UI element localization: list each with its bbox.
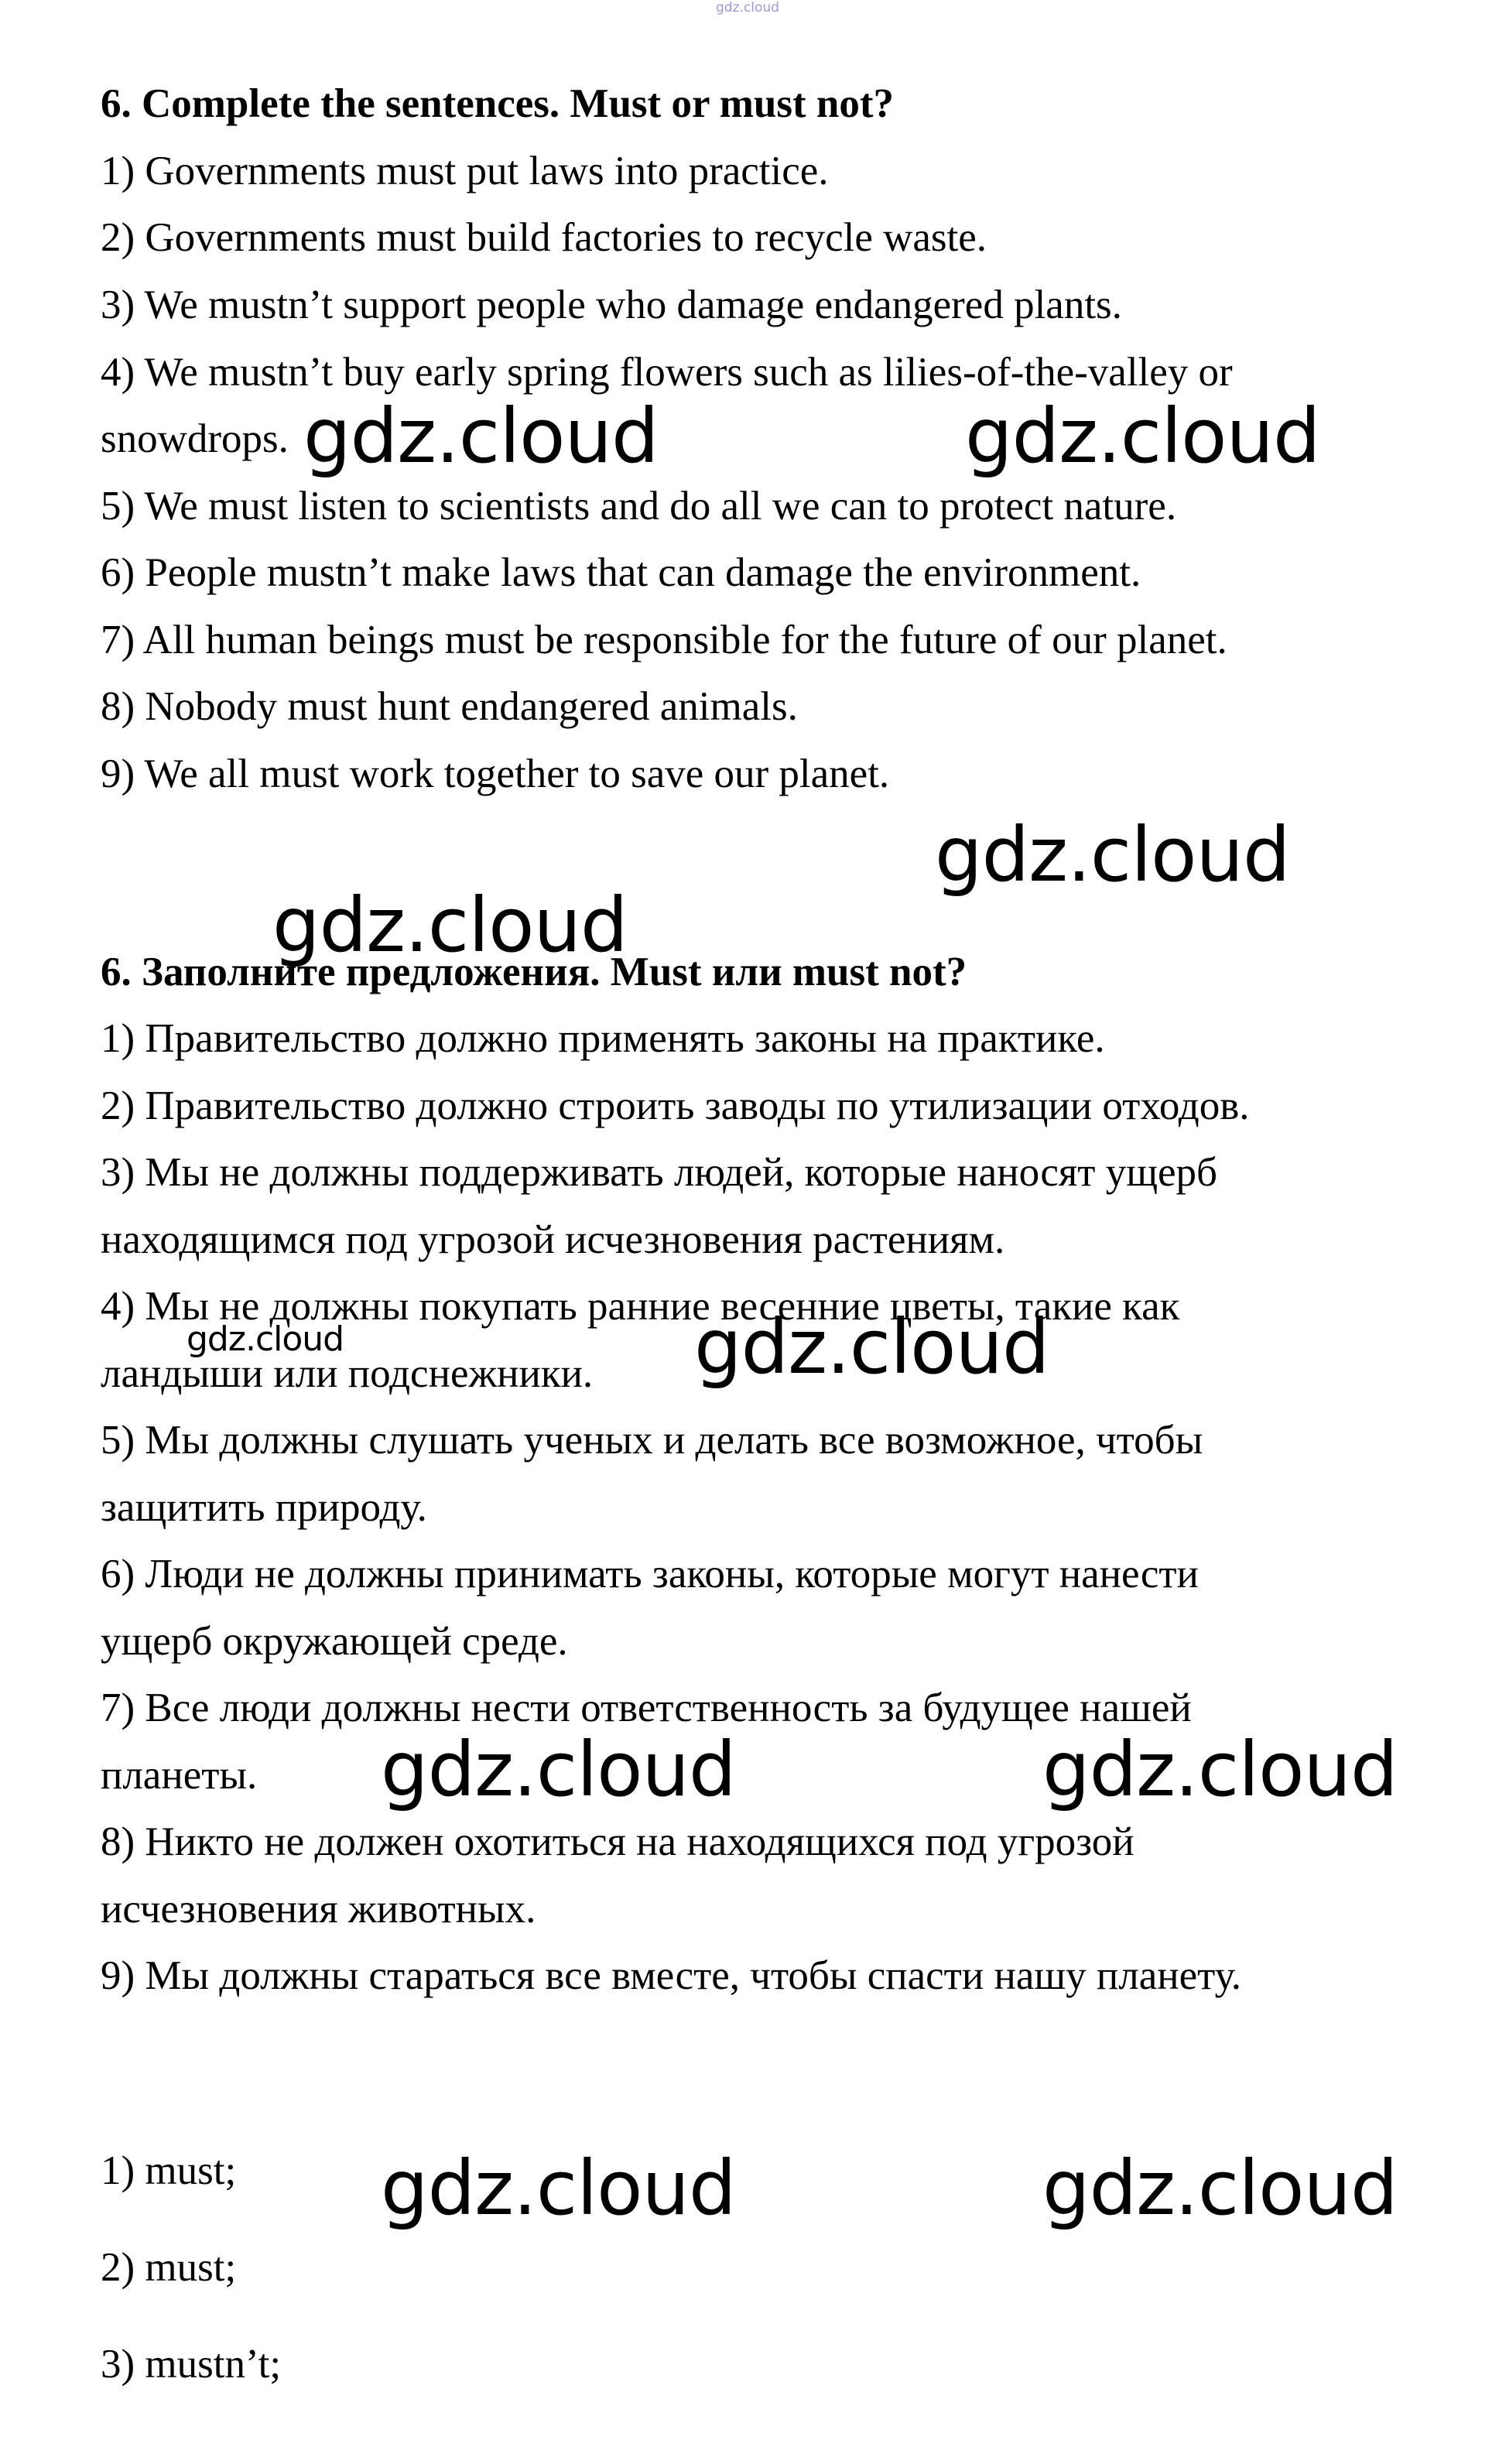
sentence-ru-6: 6) Люди не должны принимать законы, которые могут нанести: [101, 1552, 1199, 1596]
sentence-ru-8: 8) Никто не должен охотиться на находящихся под угрозой: [101, 1819, 1135, 1864]
watermark: gdz.cloud: [381, 1726, 736, 1813]
answer-1: 1) must;: [101, 2148, 237, 2193]
sentence-en-2: 2) Governments must build factories to recycle waste.: [101, 215, 987, 260]
watermark: gdz.cloud: [187, 1319, 344, 1359]
exercise-heading-ru: 6. Заполните предложения. Must или must not?: [101, 950, 967, 994]
sentence-en-8: 8) Nobody must hunt endangered animals.: [101, 684, 798, 729]
sentence-en-6: 6) People mustn’t make laws that can damage the environment.: [101, 550, 1141, 595]
sentence-ru-3: 3) Мы не должны поддерживать людей, которые наносят ущерб: [101, 1150, 1218, 1195]
watermark-top: gdz.cloud: [716, 0, 779, 15]
sentence-ru-7-cont: планеты.: [101, 1753, 258, 1798]
answer-2: 2) must;: [101, 2245, 237, 2290]
sentence-ru-4: 4) Мы не должны покупать ранние весенние цветы, такие как: [101, 1284, 1180, 1329]
watermark: gdz.cloud: [1042, 2144, 1398, 2232]
sentence-ru-9: 9) Мы должны стараться все вместе, чтобы спасти нашу планету.: [101, 1953, 1242, 1998]
sentence-en-1: 1) Governments must put laws into practice.: [101, 149, 829, 193]
sentence-en-3: 3) We mustn’t support people who damage endangered plants.: [101, 282, 1122, 327]
watermark: gdz.cloud: [965, 392, 1320, 480]
sentence-ru-7: 7) Все люди должны нести ответственность за будущее нашей: [101, 1685, 1192, 1730]
answer-3: 3) mustn’t;: [101, 2342, 282, 2387]
sentence-ru-4-cont: ландыши или подснежники.: [101, 1351, 594, 1396]
watermark: gdz.cloud: [694, 1303, 1049, 1391]
sentence-ru-6-cont: ущерб окружающей среде.: [101, 1619, 568, 1664]
sentence-ru-3-cont: находящимся под угрозой исчезновения растениям.: [101, 1217, 1005, 1262]
watermark: gdz.cloud: [303, 392, 659, 480]
sentence-ru-2: 2) Правительство должно строить заводы по утилизации отходов.: [101, 1083, 1250, 1128]
watermark: gdz.cloud: [381, 2144, 736, 2232]
sentence-en-7: 7) All human beings must be responsible for the future of our planet.: [101, 618, 1227, 662]
watermark: gdz.cloud: [935, 811, 1290, 898]
sentence-en-4: 4) We mustn’t buy early spring flowers such as lilies-of-the-valley or: [101, 350, 1233, 395]
sentence-en-5: 5) We must listen to scientists and do all we can to protect nature.: [101, 484, 1177, 529]
exercise-heading-en: 6. Complete the sentences. Must or must not?: [101, 81, 895, 126]
sentence-en-9: 9) We all must work together to save our planet.: [101, 751, 890, 796]
watermark: gdz.cloud: [1042, 1726, 1398, 1813]
sentence-ru-5: 5) Мы должны слушать ученых и делать все возможное, чтобы: [101, 1418, 1203, 1463]
watermark: gdz.cloud: [272, 881, 628, 969]
sentence-en-4-cont: snowdrops.: [101, 416, 289, 461]
sentence-ru-1: 1) Правительство должно применять законы на практике.: [101, 1016, 1105, 1061]
sentence-ru-5-cont: защитить природу.: [101, 1485, 427, 1530]
sentence-ru-8-cont: исчезновения животных.: [101, 1887, 536, 1932]
